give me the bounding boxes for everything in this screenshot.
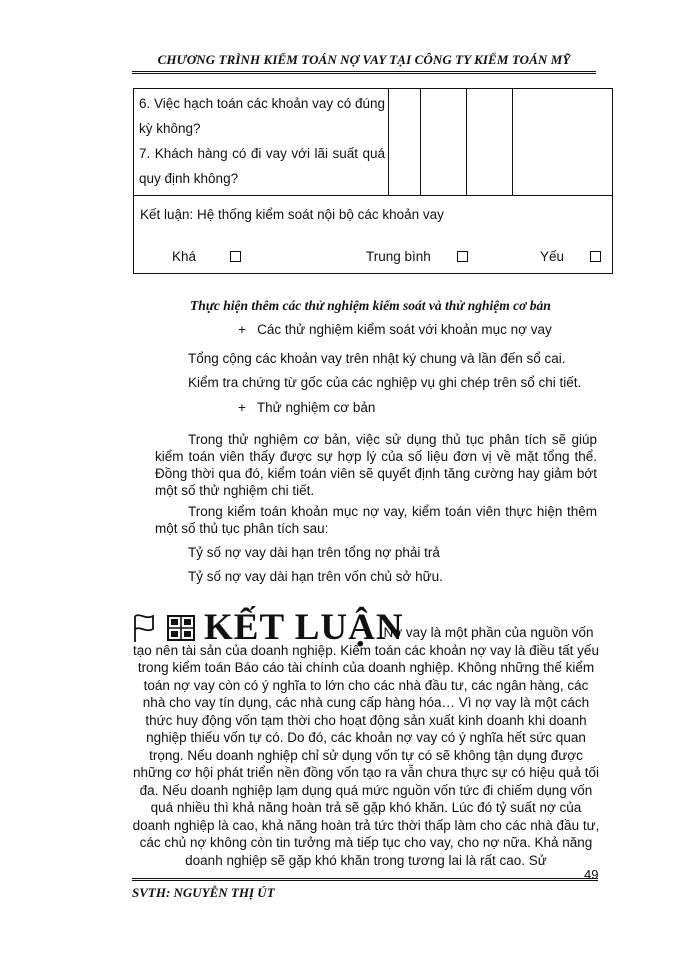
bullet-control-tests — [238, 322, 552, 337]
rating-label: Yếu — [540, 249, 565, 264]
question-6: 6. Việc hạch toán các khoản vay có đúng kỳ không? — [139, 96, 385, 136]
paragraph-analysis: Trong thử nghiệm cơ bản, việc sử dụng thủ tục phân tích sẽ giúp kiểm toán viên thấy được sự hợp lý của số liệu đơn vị về mặt tổng thể. Đồng thời qua đó, kiểm toán viên sẽ quyết định tăng cường hay giảm bớt một số thử nghiệm chi tiết. — [155, 432, 597, 498]
rating-weak — [540, 249, 601, 264]
ratio-2: Tỷ số nợ vay dài hạn trên vốn chủ sở hữu. — [188, 569, 443, 584]
question-text — [139, 91, 385, 191]
bullet-text: Thử nghiệm cơ bản — [256, 400, 376, 415]
page-footer — [132, 867, 599, 902]
question-7: 7. Khách hàng có đi vay với lãi suất quá quy định không? — [139, 146, 385, 186]
page-number: 49 — [584, 867, 599, 882]
rating-label: Khá — [172, 249, 197, 264]
rating-good — [172, 249, 241, 264]
bullet-substantive-tests — [238, 400, 375, 415]
student-name: SVTH: NGUYỄN THỊ ÚT — [132, 885, 275, 900]
question-rows — [134, 89, 612, 196]
checkbox-average[interactable] — [457, 251, 468, 262]
paragraph-procedures: Trong kiểm toán khoản mục nợ vay, kiểm toán viên thực hiện thêm một số thủ tục phân tích sau: — [155, 504, 597, 536]
checkbox-good[interactable] — [230, 251, 241, 262]
plus-icon: + — [238, 322, 246, 337]
procedure-line-1: Tổng cộng các khoản vay trên nhật ký chung và lần đến sổ cai. — [188, 351, 566, 366]
section-title: Thực hiện thêm các thử nghiệm kiểm soát và thử nghiệm cơ bản — [190, 298, 551, 313]
rating-label: Trung bình — [366, 249, 431, 264]
bullet-text: Các thử nghiệm kiểm soát với khoản mục nợ vay — [257, 322, 552, 337]
checkbox-weak[interactable] — [590, 251, 601, 262]
ratio-1: Tỷ số nợ vay dài hạn trên tổng nợ phải trả — [188, 545, 440, 560]
conclusion-body: Nợ vay là một phần của nguồn vốn tạo nên tài sản của doanh nghiệp. Kiểm toán các khoản nợ vay là điều tất yếu trong kiểm toán Báo cáo tài chính của doanh nghiệp. Không những thế kiểm toán nợ vay còn có ý nghĩa to lớn cho các nhà đầu tư, các ngân hàng, các nhà cho vay tín dụng, các nhà cung cấp hàng hóa… Vì nợ vay là một cách thức huy động vốn tạm thời cho hoạt động sản xuất kinh doanh khi doanh nghiệp thiếu vốn tự có. Do đó, các khoản nợ vay có ý nghĩa hết sức quan trọng. Nếu doanh nghiệp chỉ sử dụng vốn tự có sẽ không tận dụng được những cơ hội phát triển nền đồng vốn tạo ra vẫn chưa thực sự có hiệu quả tối đa. Nếu doanh nghiệp lạm dụng quá mức nguồn vốn tức đi chiếm dụng vốn quá nhiều thì khả năng hoàn trả sẽ gặp khó khăn. Lúc đó tỷ suất nợ của doanh nghiệp là cao, khả năng hoàn trả tức thời thấp làm cho các nhà đầu tư, các chủ nợ không còn tin tưởng mà tiếp tục cho vay, cho nợ nữa. Khả năng doanh nghiệp sẽ gặp khó khăn trong tương lai là rất cao. Sử — [132, 625, 600, 868]
column-divider — [466, 89, 467, 195]
checklist-table — [133, 88, 613, 274]
column-divider — [388, 89, 389, 195]
conclusion-label: Kết luận: Hệ thống kiểm soát nội bộ các khoản vay — [140, 207, 444, 222]
plus-icon: + — [238, 400, 246, 415]
rating-average — [366, 249, 468, 264]
procedure-line-2: Kiểm tra chứng từ gốc của các nghiệp vụ ghi chép trên sổ chi tiết. — [188, 375, 582, 390]
column-divider — [512, 89, 513, 195]
column-divider — [420, 89, 421, 195]
page-header: CHƯƠNG TRÌNH KIỂM TOÁN NỢ VAY TẠI CÔNG TY KIỂM TOÁN MỸ — [132, 52, 596, 74]
conclusion-title: KẾT LUẬN — [204, 607, 404, 648]
